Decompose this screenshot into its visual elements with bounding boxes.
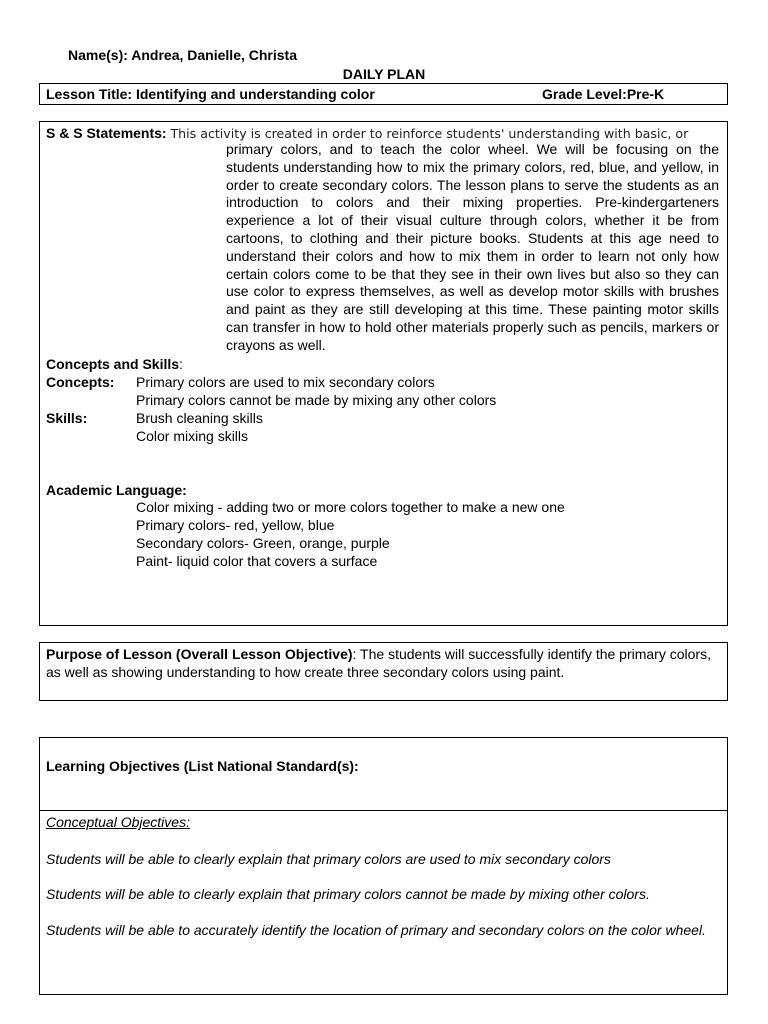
concept-item: Primary colors cannot be made by mixing any other colors: [136, 392, 497, 408]
academic-item: Primary colors- red, yellow, blue: [136, 517, 335, 533]
purpose-label: Purpose of Lesson (Overall Lesson Objective): [46, 646, 353, 662]
skill-item: Color mixing skills: [136, 428, 249, 444]
academic-item: Color mixing - adding two or more colors together to make a new one: [136, 499, 565, 515]
grade-level: Grade Level:Pre-K: [542, 86, 665, 102]
purpose-body: : The students will successfully identify the primary colors, as well as showing understanding to how create three secondary colors using paint.: [46, 646, 711, 680]
academic-language-heading: Academic Language:: [46, 482, 187, 498]
ss-body-paragraph: primary colors, and to teach the color wheel. We will be focusing on the students understanding how to mix the primary colors, red, blue, and yellow, in order to create secondary colors. The lesson plans to serve the students as an introduction to colors and their mixing properties. Pre-kindergarteners experience a lot of their visual culture through colors, whether it be from cartoons, to clothing and their picture books. Students at this age need to understand their colors and how to mix them in order to learn not only how certain colors come to be that they see in their own lives but also so they can use color to express themselves, as well as develop motor skills with brushes and paint as they are still developing at this time. These painting motor skills can transfer in how to hold other materials properly such as pencils, markers or crayons as well.: [226, 141, 719, 353]
concepts-skills-heading: Concepts and Skills:: [46, 356, 183, 372]
learning-objectives-heading: Learning Objectives (List National Standard(s):: [46, 758, 359, 774]
lesson-title-box: [39, 83, 728, 105]
concept-item: Primary colors are used to mix secondary colors: [136, 374, 435, 390]
concepts-label: Concepts:: [46, 374, 115, 390]
skills-label: Skills:: [46, 410, 88, 426]
objective-item: Students will be able to clearly explain that primary colors are used to mix secondary colors: [46, 851, 611, 867]
purpose-text: [46, 645, 719, 681]
academic-item: Paint- liquid color that covers a surface: [136, 553, 378, 569]
ss-label: S & S Statements:: [46, 125, 167, 141]
objective-item: Students will be able to clearly explain that primary colors cannot be made by mixing other colors.: [46, 886, 650, 902]
names-line: Name(s): Andrea, Danielle, Christa: [68, 47, 297, 63]
conceptual-objectives-heading: Conceptual Objectives:: [46, 814, 190, 830]
objectives-divider: [39, 810, 728, 811]
objective-item: Students will be able to accurately identify the location of primary and secondary colors on the color wheel.: [46, 922, 706, 938]
skill-item: Brush cleaning skills: [136, 410, 263, 426]
ss-intro-text: This activity is created in order to reinforce students' understanding with basic, or: [170, 126, 689, 141]
academic-item: Secondary colors- Green, orange, purple: [136, 535, 390, 551]
lesson-title: Lesson Title: Identifying and understanding color: [46, 86, 375, 102]
daily-plan-title: DAILY PLAN: [342, 66, 426, 82]
